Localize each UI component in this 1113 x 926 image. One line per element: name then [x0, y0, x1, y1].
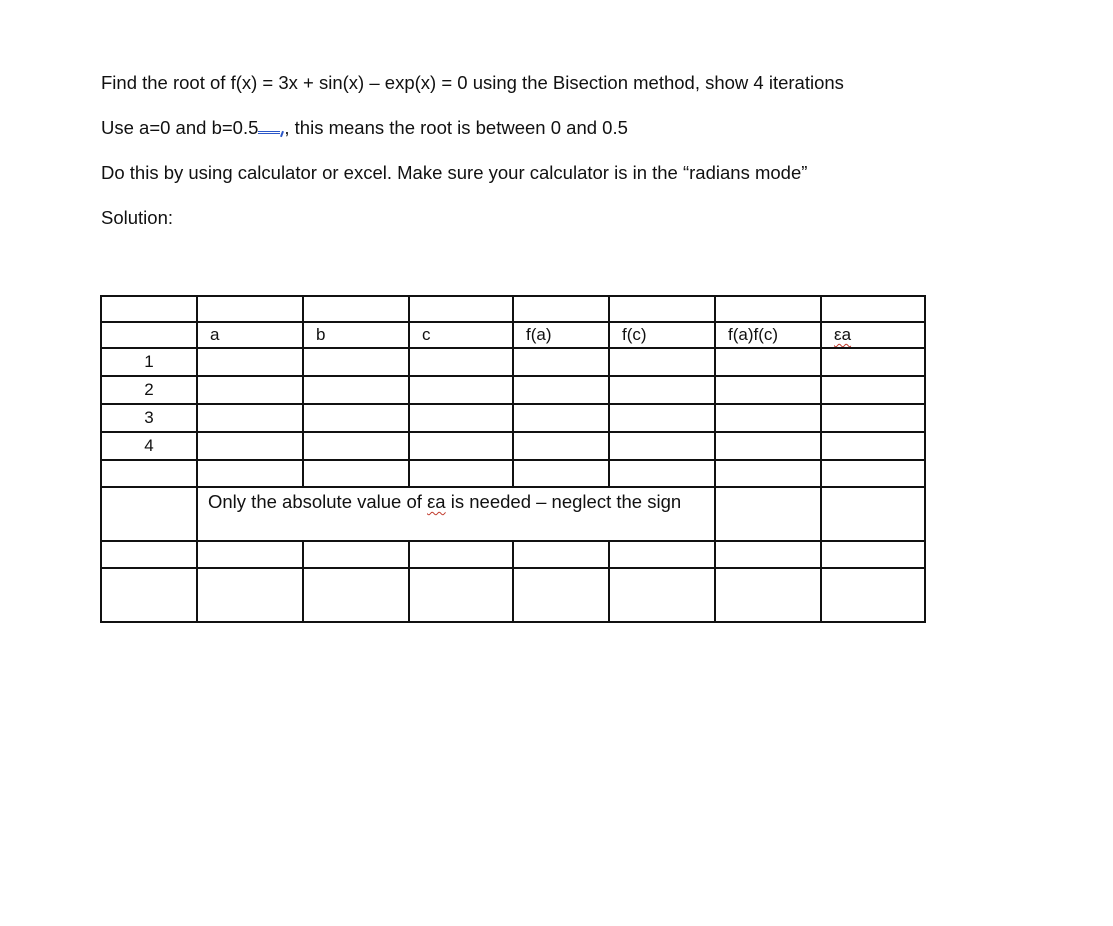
table-cell[interactable]	[821, 487, 925, 541]
table-cell[interactable]	[197, 568, 303, 622]
table-cell[interactable]	[197, 541, 303, 568]
table-cell[interactable]	[609, 296, 715, 322]
header-ea	[821, 322, 925, 348]
table-cell[interactable]	[101, 568, 197, 622]
note-prefix: Only the absolute value of	[208, 491, 428, 512]
header-fafc: f(a)f(c)	[715, 322, 821, 348]
table-cell[interactable]	[101, 541, 197, 568]
absolute-value-note	[197, 487, 715, 541]
iteration-number: 2	[101, 376, 197, 404]
interval-instruction	[101, 117, 628, 139]
note-suffix: is needed – neglect the sign	[445, 491, 682, 512]
table-cell[interactable]	[197, 432, 303, 460]
interval-prefix: Use a=0 and b=0.5	[101, 117, 259, 138]
table-cell[interactable]	[715, 541, 821, 568]
note-row	[101, 487, 925, 541]
table-cell[interactable]	[821, 541, 925, 568]
table-cell[interactable]	[303, 376, 409, 404]
header-a: a	[197, 322, 303, 348]
interval-suffix: , this means the root is between 0 and 0.5	[284, 117, 628, 138]
header-fa: f(a)	[513, 322, 609, 348]
table-row	[101, 460, 925, 487]
table-cell[interactable]	[197, 296, 303, 322]
table-cell[interactable]	[303, 432, 409, 460]
table-row	[101, 568, 925, 622]
table-cell[interactable]	[409, 376, 513, 404]
bisection-table	[100, 295, 926, 623]
table-cell[interactable]	[101, 296, 197, 322]
table-cell[interactable]	[197, 376, 303, 404]
table-cell[interactable]	[409, 348, 513, 376]
table-cell[interactable]	[101, 460, 197, 487]
table-cell[interactable]	[821, 568, 925, 622]
table-row	[101, 376, 925, 404]
table-cell[interactable]	[513, 432, 609, 460]
table-row	[101, 404, 925, 432]
table-cell[interactable]	[715, 460, 821, 487]
table-cell[interactable]	[609, 541, 715, 568]
table-cell[interactable]	[609, 376, 715, 404]
solution-heading: Solution:	[101, 207, 173, 228]
table-cell[interactable]	[715, 296, 821, 322]
table-cell[interactable]	[303, 348, 409, 376]
table-cell[interactable]	[715, 487, 821, 541]
header-row	[101, 322, 925, 348]
table-cell[interactable]	[715, 404, 821, 432]
table-cell[interactable]	[513, 568, 609, 622]
table-cell[interactable]	[303, 460, 409, 487]
table-cell[interactable]	[513, 376, 609, 404]
table-cell[interactable]	[609, 404, 715, 432]
table-row	[101, 348, 925, 376]
table-cell[interactable]	[609, 568, 715, 622]
table-cell[interactable]	[409, 568, 513, 622]
table-cell[interactable]	[303, 296, 409, 322]
header-fc: f(c)	[609, 322, 715, 348]
table-cell[interactable]	[715, 432, 821, 460]
header-ea-label: εa	[834, 325, 852, 344]
table-cell[interactable]	[197, 348, 303, 376]
table-cell[interactable]	[821, 404, 925, 432]
iteration-number: 4	[101, 432, 197, 460]
table-cell[interactable]	[513, 541, 609, 568]
table-cell[interactable]	[513, 348, 609, 376]
table-cell[interactable]	[197, 404, 303, 432]
table-cell[interactable]	[197, 460, 303, 487]
table-cell[interactable]	[609, 460, 715, 487]
note-symbol: εa	[427, 491, 446, 512]
table-cell[interactable]	[303, 404, 409, 432]
table-cell[interactable]	[609, 348, 715, 376]
iteration-number: 3	[101, 404, 197, 432]
table-cell[interactable]	[409, 541, 513, 568]
table-cell[interactable]	[821, 376, 925, 404]
iteration-number: 1	[101, 348, 197, 376]
calculator-instruction: Do this by using calculator or excel. Make sure your calculator is in the “radians mode”	[101, 162, 808, 183]
table-cell[interactable]	[409, 432, 513, 460]
table-cell[interactable]	[409, 404, 513, 432]
table-cell[interactable]	[821, 460, 925, 487]
table-cell[interactable]	[715, 348, 821, 376]
table-cell[interactable]	[303, 568, 409, 622]
table-cell[interactable]	[409, 460, 513, 487]
header-c: c	[409, 322, 513, 348]
table-row	[101, 296, 925, 322]
table-cell[interactable]	[715, 376, 821, 404]
table-row	[101, 432, 925, 460]
table-cell[interactable]	[513, 404, 609, 432]
table-cell[interactable]	[821, 296, 925, 322]
problem-statement: Find the root of f(x) = 3x + sin(x) – exp(x) = 0 using the Bisection method, show 4 iterations	[101, 72, 844, 93]
table-cell[interactable]	[821, 348, 925, 376]
table-cell[interactable]	[409, 296, 513, 322]
table-cell[interactable]	[101, 322, 197, 348]
table-cell[interactable]	[513, 460, 609, 487]
table-cell[interactable]	[513, 296, 609, 322]
header-b: b	[303, 322, 409, 348]
table-cell[interactable]	[101, 487, 197, 541]
edit-mark-icon	[258, 117, 280, 134]
table-cell[interactable]	[715, 568, 821, 622]
table-cell[interactable]	[821, 432, 925, 460]
table-cell[interactable]	[303, 541, 409, 568]
table-row	[101, 541, 925, 568]
table-cell[interactable]	[609, 432, 715, 460]
